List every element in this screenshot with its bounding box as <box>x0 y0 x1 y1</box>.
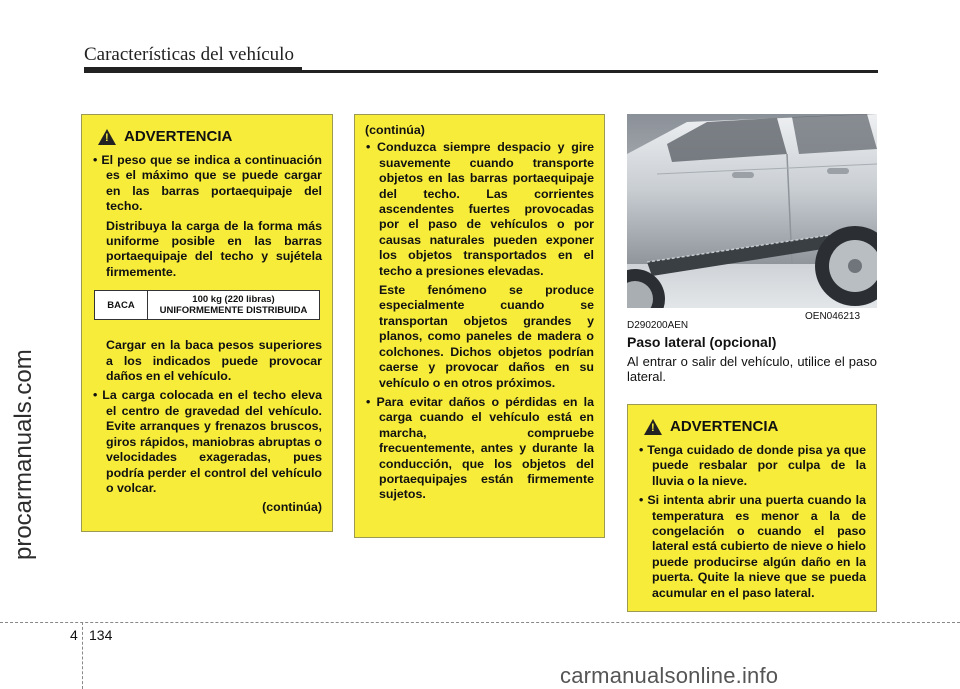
warning-triangle-icon: ! <box>98 129 116 145</box>
warning-header <box>98 129 332 145</box>
warning-triangle-icon: ! <box>644 419 662 435</box>
footer-divider <box>0 622 960 623</box>
warning-bullet: • La carga colocada en el techo eleva el centro de gravedad del vehículo. Evite arranques y frenazos bruscos, giros rápidos, maniobras abruptas o velocidades exageradas, pues podría perder el control del vehículo o volcar. <box>93 388 322 495</box>
section-title: Características del vehículo <box>84 44 294 65</box>
header-rule-accent <box>84 67 302 73</box>
warning-bullet: • Si intenta abrir una puerta cuando la temperatura es menor a la de congelación o cuando el paso lateral está cubierto de nieve o hielo puede producirse algún daño en la puerta. Quite la nieve que se pueda acumular en el paso lateral. <box>639 493 866 600</box>
table-weight: 100 kg (220 libras) <box>192 294 275 306</box>
car-side-step-illustration <box>627 114 877 308</box>
warning-paragraph: Distribuya la carga de la forma más uniforme posible en las barras portaequipaje del techo y sujétela firmemente. <box>106 218 322 279</box>
continued-label: (continúa) <box>365 123 425 137</box>
warning-header <box>644 419 876 435</box>
warning-box-continued <box>354 114 605 538</box>
warning-title: ADVERTENCIA <box>124 128 233 146</box>
page-number: 134 <box>89 627 113 643</box>
side-watermark: procarmanuals.com <box>10 349 37 560</box>
footer-vertical-divider <box>82 622 83 689</box>
warning-box-side-step <box>627 404 877 612</box>
section-body: Al entrar o salir del vehículo, utilice el paso lateral. <box>627 354 877 384</box>
roof-load-table <box>94 290 320 320</box>
chapter-number: 4 <box>70 627 78 643</box>
section-heading: Paso lateral (opcional) <box>627 334 777 350</box>
warning-bullet: • Tenga cuidado de donde pisa ya que puede resbalar por culpa de la lluvia o la nieve. <box>639 443 866 488</box>
warning-paragraph: Cargar en la baca pesos superiores a los indicados puede provocar daños en el vehículo. <box>106 338 322 384</box>
warning-bullet: • Para evitar daños o pérdidas en la carga cuando el vehículo está en marcha, compruebe frecuentemente, antes y durante la conducción, que los objetos del portaequipajes están firmemente sujetos. <box>366 394 594 502</box>
warning-bullet: • El peso que se indica a continuación es el máximo que se puede cargar en las barras portaequipaje del techo. <box>93 153 322 214</box>
bottom-watermark: carmanualsonline.info <box>560 663 779 688</box>
image-code: OEN046213 <box>805 311 861 322</box>
section-code: D290200AEN <box>627 320 689 331</box>
table-label-cell: BACA <box>95 291 148 320</box>
table-distribution: UNIFORMEMENTE DISTRIBUIDA <box>159 305 308 317</box>
continues-label: (continúa) <box>262 500 322 515</box>
warning-bullet: • Conduzca siempre despacio y gire suavemente cuando transporte objetos en las barras portaequipaje del techo. Las corrientes ascendentes fuertes provocadas por el paso de vehículos o por causas naturales pueden exponer los objetos transportados en el techo a presiones elevadas. <box>366 140 594 278</box>
table-value-cell <box>148 291 320 320</box>
warning-paragraph: Este fenómeno se produce especialmente cuando se transportan objetos grandes y planos, como paneles de madera o colchones. Dichos objetos podrían caerse y provocar daños en su vehículo o en otros próximos. <box>379 283 594 390</box>
warning-box-roof-load <box>81 114 333 532</box>
side-step-photo <box>627 114 877 308</box>
warning-title: ADVERTENCIA <box>670 418 779 436</box>
